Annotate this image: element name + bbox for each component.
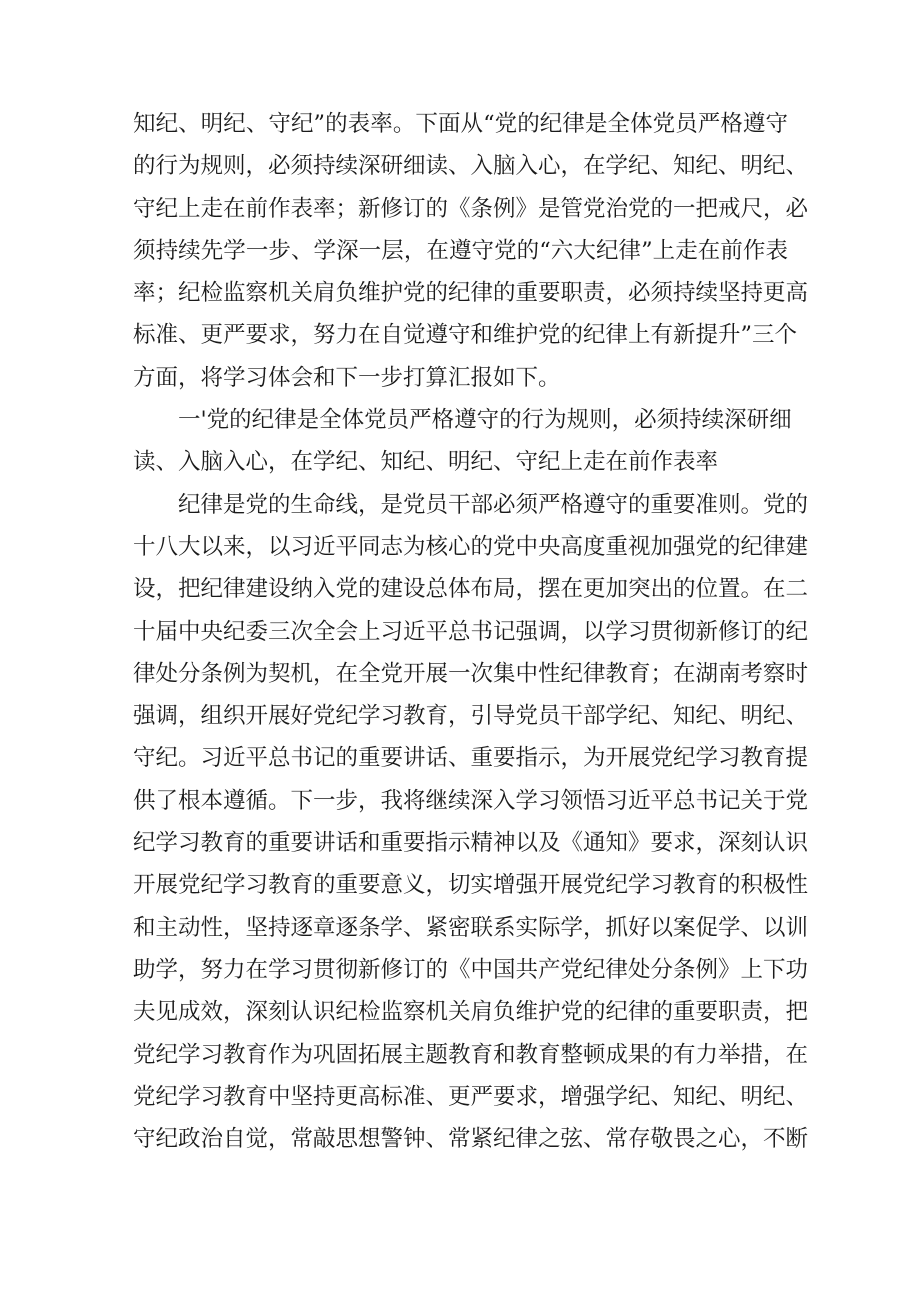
text-line: 纪律是党的生命线，是党员干部必须严格遵守的重要准则。党的	[178, 491, 809, 518]
text-line: 设，把纪律建设纳入党的建设总体布局，摆在更加突出的位置。在二	[133, 576, 809, 603]
text-line: 夫见成效，深刻认识纪检监察机关肩负维护党的纪律的重要职责，把	[133, 999, 809, 1026]
text-line: 律处分条例为契机，在全党开展一次集中性纪律教育；在湖南考察时	[133, 660, 809, 687]
text-line: 守纪上走在前作表率；新修订的《条例》是管党治党的一把戒尺，必	[133, 195, 809, 222]
text-line: 知纪、明纪、守纪”的表率。下面从“党的纪律是全体党员严格遵守	[133, 111, 788, 137]
text-line: 一'党的纪律是全体党员严格遵守的行为规则，必须持续深研细	[178, 407, 792, 434]
text-line: 守纪政治自觉，常敲思想警钟、常紧纪律之弦、常存敬畏之心，不断	[133, 1126, 809, 1153]
text-line: 读、入脑入心，在学纪、知纪、明纪、守纪上走在前作表率	[133, 449, 719, 476]
text-line: 党纪学习教育中坚持更高标准、更严要求，增强学纪、知纪、明纪、	[133, 1083, 809, 1110]
paragraph-heading-1	[133, 399, 792, 484]
text-line: 纪学习教育的重要讲话和重要指示精神以及《通知》要求，深刻认识	[133, 830, 809, 857]
text-line: 须持续先学一步、学深一层，在遵守党的“六大纪律”上走在前作表	[133, 237, 788, 264]
paragraph-intro	[133, 103, 809, 399]
text-line: 标准、更严要求，努力在自觉遵守和维护党的纪律上有新提升”三个	[133, 322, 798, 349]
text-line: 十八大以来，以习近平同志为核心的党中央高度重视加强党的纪律建	[133, 533, 809, 560]
text-line: 方面，将学习体会和下一步打算汇报如下。	[133, 364, 561, 391]
text-line: 供了根本遵循。下一步，我将继续深入学习领悟习近平总书记关于党	[133, 787, 809, 814]
text-line: 的行为规则，必须持续深研细读、入脑入心，在学纪、知纪、明纪、	[133, 153, 809, 180]
text-line: 开展党纪学习教育的重要意义，切实增强开展党纪学习教育的积极性	[133, 872, 809, 899]
text-line: 守纪。习近平总书记的重要讲话、重要指示，为开展党纪学习教育提	[133, 745, 809, 772]
text-line: 党纪学习教育作为巩固拓展主题教育和教育整顿成果的有力举措，在	[133, 1041, 809, 1068]
text-line: 和主动性，坚持逐章逐条学、紧密联系实际学，抓好以案促学、以训	[133, 914, 809, 941]
document-body	[133, 103, 809, 1160]
text-line: 助学，努力在学习贯彻新修订的《中国共产党纪律处分条例》上下功	[133, 956, 809, 983]
text-line: 强调，组织开展好党纪学习教育，引导党员干部学纪、知纪、明纪、	[133, 703, 809, 730]
text-line: 率；纪检监察机关肩负维护党的纪律的重要职责，必须持续坚持更高	[133, 280, 809, 307]
text-line: 十届中央纪委三次全会上习近平总书记强调，以学习贯彻新修订的纪	[133, 618, 809, 645]
paragraph-body-1	[133, 484, 809, 1161]
